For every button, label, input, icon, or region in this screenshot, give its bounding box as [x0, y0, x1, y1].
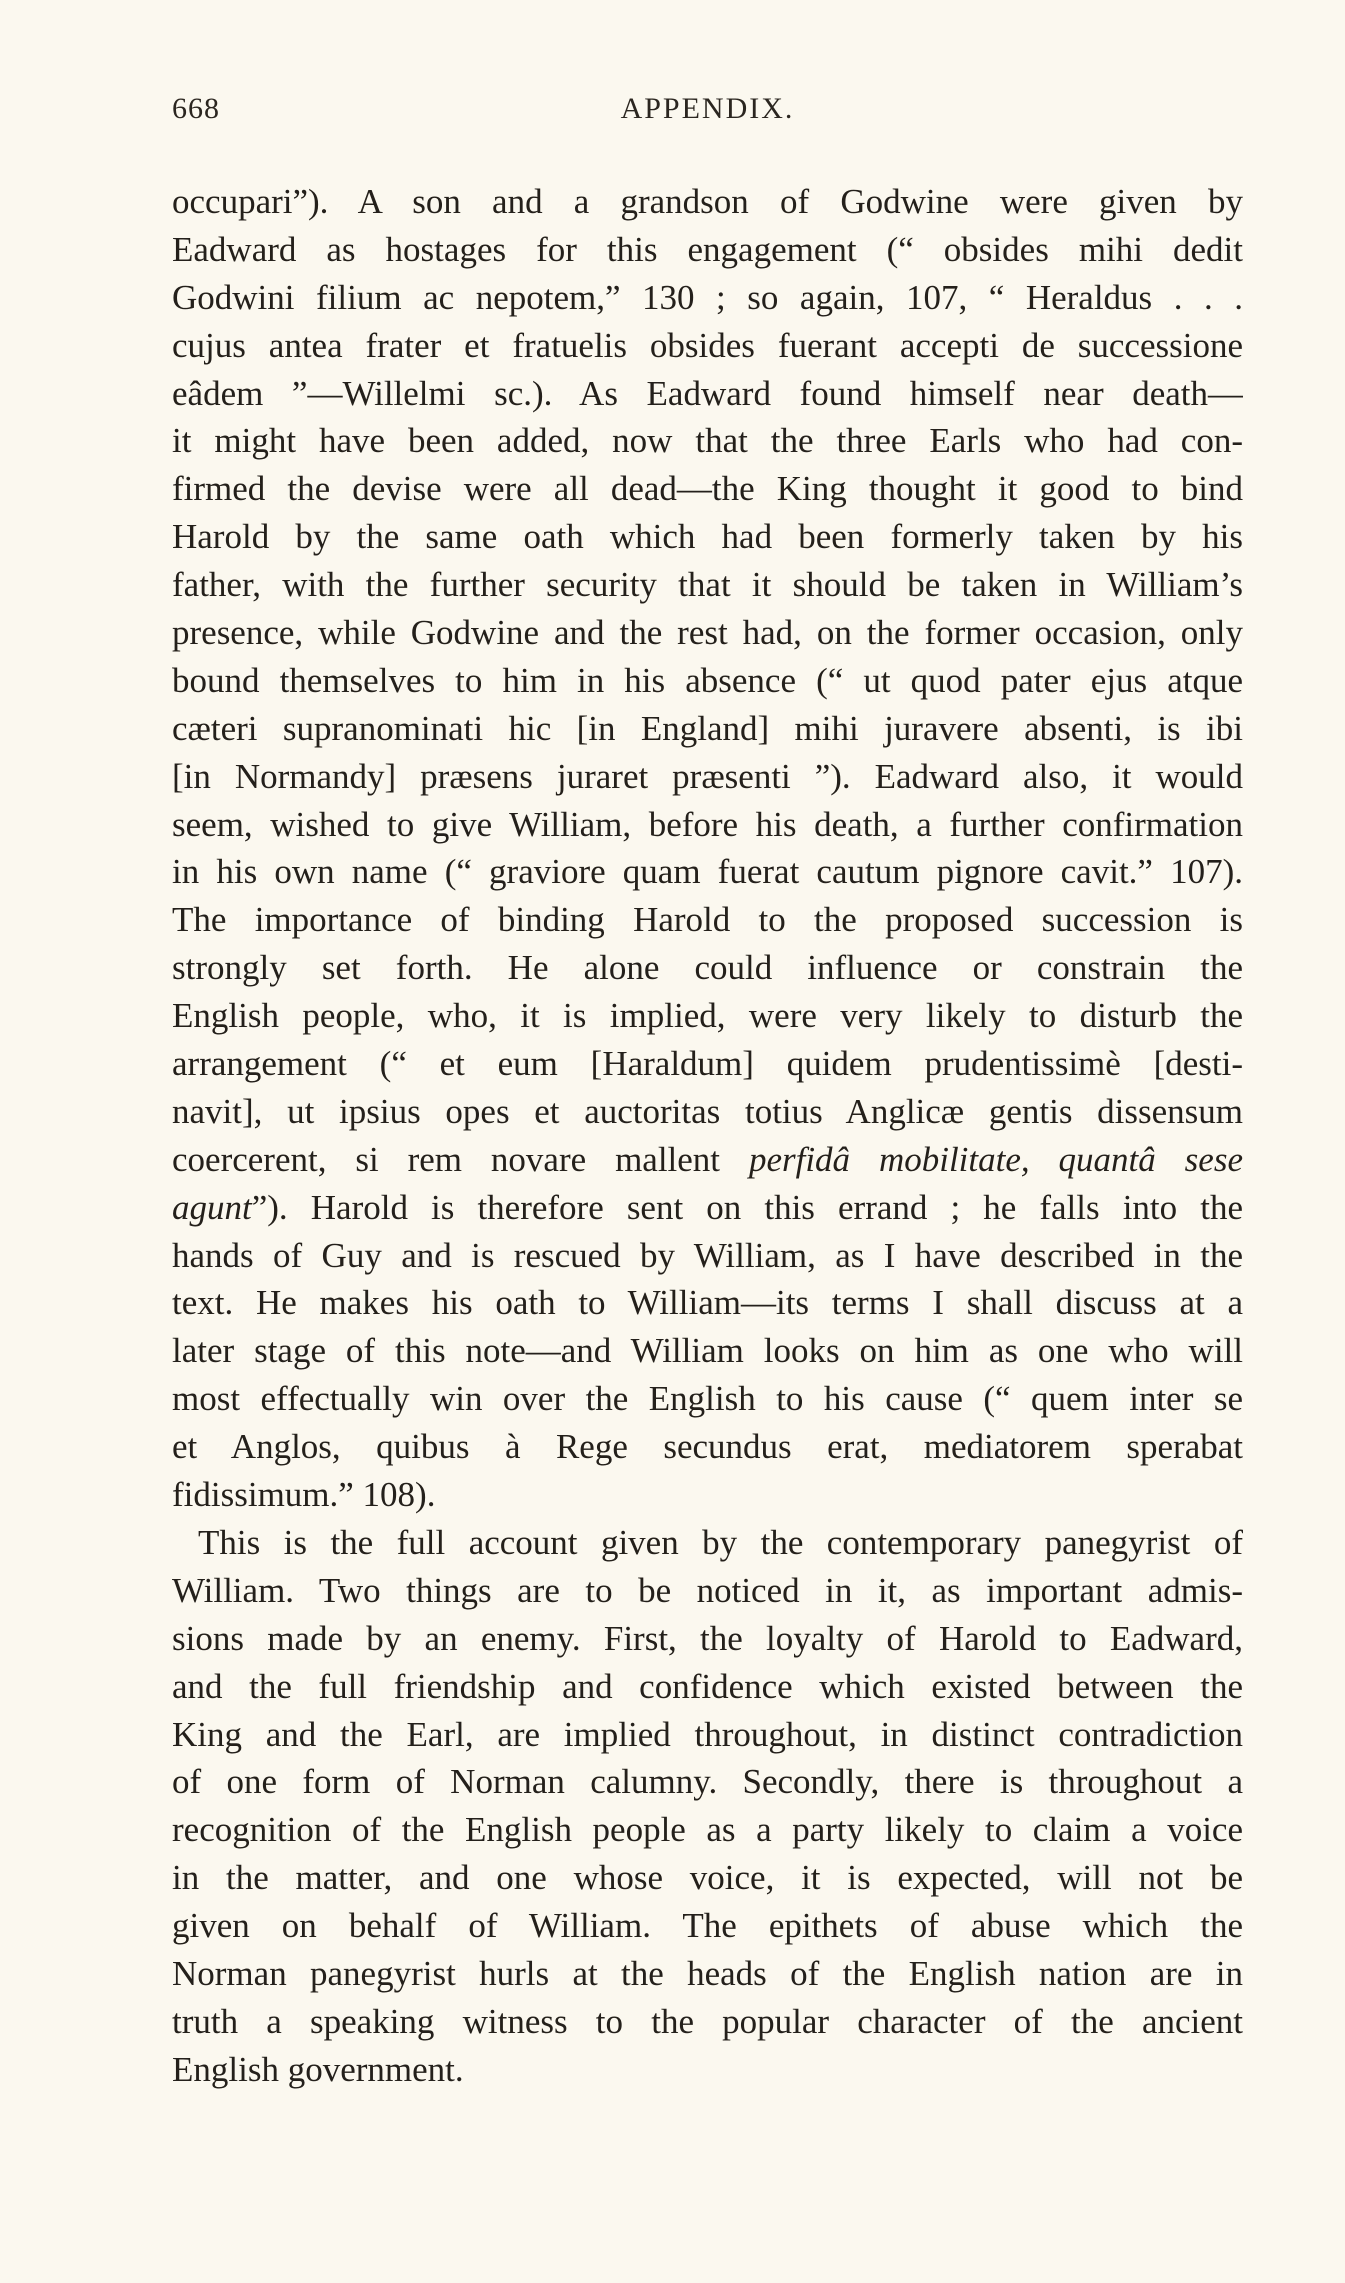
text-run: in the matter, and one whose voice, it is expected, will not be [172, 1858, 1243, 1898]
italic-text: agunt [172, 1187, 252, 1227]
text-line [172, 1711, 1243, 1759]
text-run: recognition of the English people as a party likely to claim a voice [172, 1810, 1243, 1850]
text-line [172, 848, 1243, 896]
text-run: navit], ut ipsius opes et auctoritas totius Anglicæ gentis dissensum [172, 1091, 1243, 1131]
text-run: given on behalf of William. The epithets of abuse which the [172, 1906, 1243, 1946]
text-run: and the full friendship and confidence which existed between the [172, 1666, 1243, 1706]
text-run: Eadward as hostages for this engagement (“ obsides mihi dedit [172, 229, 1243, 269]
text-run: occupari”). A son and a grandson of Godwine were given by [172, 182, 1243, 221]
text-line [172, 705, 1243, 753]
text-line [172, 1375, 1243, 1423]
text-run: et Anglos, quibus à Rege secundus erat, mediatorem sperabat [172, 1427, 1243, 1467]
text-line [172, 944, 1243, 992]
text-line [172, 657, 1243, 705]
text-line [172, 1088, 1243, 1136]
text-line [172, 1902, 1243, 1950]
text-line [172, 1758, 1243, 1806]
text-line [172, 178, 1243, 226]
text-line [172, 370, 1243, 418]
text-run: later stage of this note—and William looks on him as one who will [172, 1331, 1243, 1371]
text-line [172, 753, 1243, 801]
text-run: The importance of binding Harold to the proposed succession is [172, 900, 1243, 940]
text-line [172, 1136, 1243, 1184]
text-line [172, 801, 1243, 849]
text-line [172, 322, 1243, 370]
text-run: seem, wished to give William, before his death, a further confirmation [172, 804, 1243, 844]
text-run: bound themselves to him in his absence (“ ut quod pater ejus atque [172, 660, 1243, 700]
text-line [172, 1423, 1243, 1471]
text-run: ”). Harold is therefore sent on this errand ; he falls into the [251, 1187, 1243, 1227]
text-line [172, 1184, 1243, 1232]
text-run: hands of Guy and is rescued by William, as I have described in the [172, 1235, 1243, 1275]
text-line [172, 1519, 1243, 1567]
text-line [172, 1279, 1243, 1327]
text-run: it might have been added, now that the three Earls who had con- [172, 421, 1243, 461]
paragraph [172, 178, 1243, 1519]
text-run: fidissimum.” 108). [172, 1475, 436, 1515]
text-run: This is the full account given by the contemporary panegyrist of [198, 1522, 1243, 1562]
text-run: cæteri supranominati hic [in England] mihi juravere absenti, is ibi [172, 708, 1243, 748]
text-line [172, 2046, 1243, 2094]
text-run: of one form of Norman calumny. Secondly, there is throughout a [172, 1762, 1243, 1802]
text-line [172, 896, 1243, 944]
text-line [172, 1663, 1243, 1711]
text-run: [in Normandy] præsens juraret præsenti ”). Eadward also, it would [172, 756, 1243, 796]
text-line [172, 1040, 1243, 1088]
text-line [172, 1615, 1243, 1663]
text-line [172, 609, 1243, 657]
running-head [172, 92, 1243, 140]
text-run: William. Two things are to be noticed in it, as important admis- [172, 1570, 1243, 1610]
text-line [172, 992, 1243, 1040]
text-line [172, 1854, 1243, 1902]
text-run: coercerent, si rem novare mallent [172, 1139, 749, 1179]
text-run: Norman panegyrist hurls at the heads of the English nation are in [172, 1953, 1243, 1993]
text-run: Harold by the same oath which had been formerly taken by his [172, 517, 1243, 557]
text-line [172, 1806, 1243, 1854]
body-text [172, 178, 1243, 2094]
text-line [172, 465, 1243, 513]
text-line [172, 1998, 1243, 2046]
text-line [172, 1567, 1243, 1615]
text-line [172, 1950, 1243, 1998]
text-line [172, 561, 1243, 609]
text-run: eâdem ”—Willelmi sc.). As Eadward found himself near death— [172, 373, 1243, 413]
text-run: strongly set forth. He alone could influence or constrain the [172, 948, 1243, 988]
italic-text: perfidâ mobilitate, quantâ sese [748, 1139, 1243, 1179]
text-line [172, 417, 1243, 465]
text-run: English people, who, it is implied, were very likely to disturb the [172, 996, 1243, 1036]
text-run: Godwini filium ac nepotem,” 130 ; so again, 107, “ Heraldus . . . [172, 277, 1243, 317]
text-run: cujus antea frater et fratuelis obsides fuerant accepti de successione [172, 325, 1243, 365]
text-run: text. He makes his oath to William—its terms I shall discuss at a [172, 1283, 1243, 1323]
text-line [172, 513, 1243, 561]
running-title: APPENDIX. [620, 92, 795, 125]
text-run: most effectually win over the English to his cause (“ quem inter se [172, 1379, 1243, 1419]
page-number: 668 [172, 92, 220, 125]
text-line [172, 1232, 1243, 1280]
text-run: truth a speaking witness to the popular character of the ancient [172, 2001, 1243, 2041]
text-line [172, 1327, 1243, 1375]
text-run: in his own name (“ graviore quam fuerat cautum pignore cavit.” 107). [172, 852, 1243, 892]
text-line [172, 226, 1243, 274]
text-line [172, 274, 1243, 322]
text-run: King and the Earl, are implied throughout, in distinct contradiction [172, 1714, 1243, 1754]
text-run: arrangement (“ et eum [Haraldum] quidem prudentissimè [desti- [172, 1044, 1243, 1084]
text-run: English government. [172, 2049, 464, 2089]
text-run: firmed the devise were all dead—the King thought it good to bind [172, 469, 1243, 509]
paragraph [172, 1519, 1243, 2094]
text-run: sions made by an enemy. First, the loyalty of Harold to Eadward, [172, 1618, 1243, 1658]
text-run: presence, while Godwine and the rest had, on the former occasion, only [172, 613, 1243, 653]
text-line [172, 1471, 1243, 1519]
text-run: father, with the further security that it should be taken in William’s [172, 565, 1243, 605]
